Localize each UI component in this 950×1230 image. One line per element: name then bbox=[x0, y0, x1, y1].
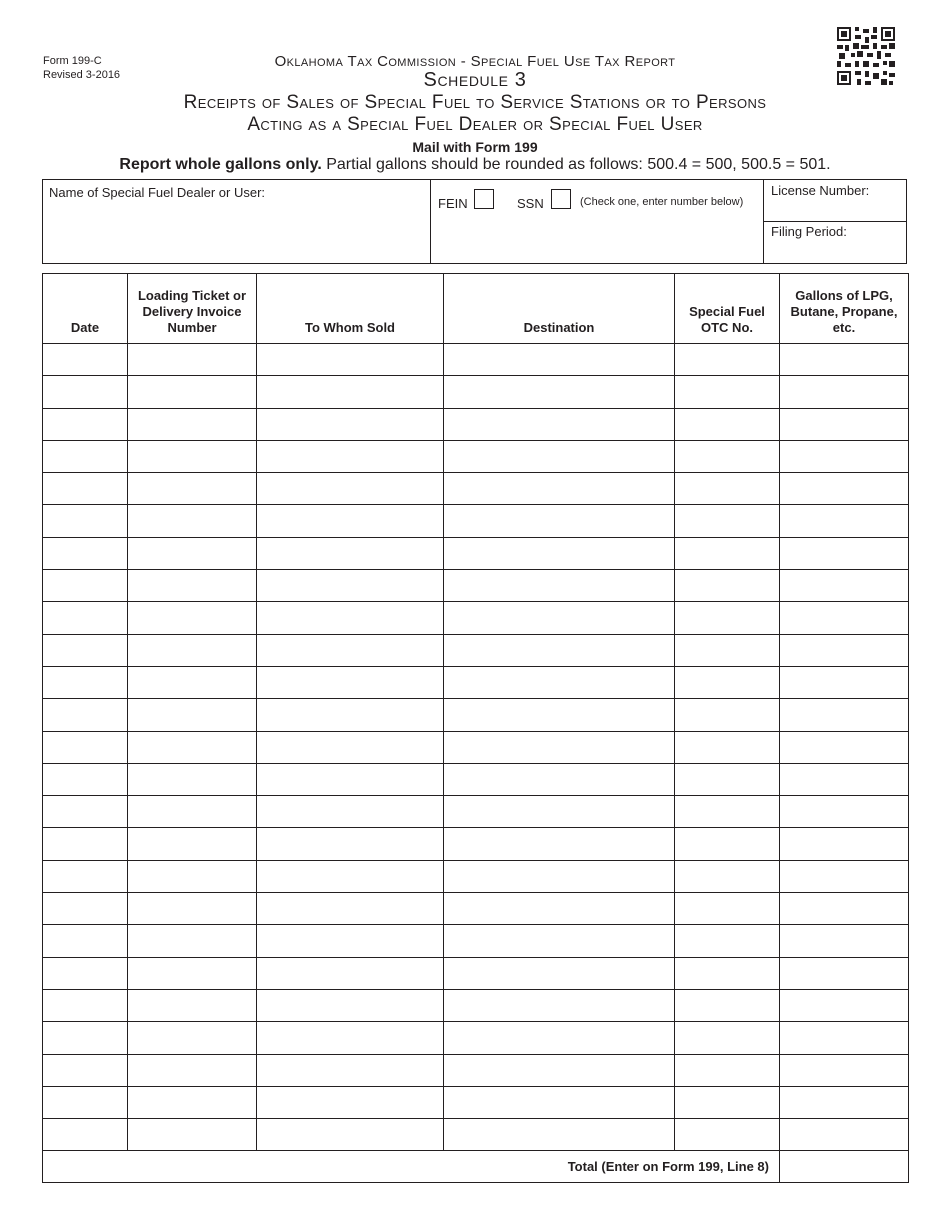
table-row bbox=[43, 505, 909, 537]
destination-cell[interactable] bbox=[444, 376, 675, 408]
otc-cell[interactable] bbox=[675, 1086, 780, 1118]
to-whom-cell[interactable] bbox=[257, 408, 444, 440]
table-row bbox=[43, 473, 909, 505]
otc-cell[interactable] bbox=[675, 376, 780, 408]
ticket-cell[interactable] bbox=[128, 634, 257, 666]
to-whom-cell[interactable] bbox=[257, 989, 444, 1021]
gallons-cell[interactable] bbox=[780, 440, 909, 472]
date-cell[interactable] bbox=[43, 1022, 128, 1054]
destination-cell[interactable] bbox=[444, 1054, 675, 1086]
date-cell[interactable] bbox=[43, 602, 128, 634]
date-cell[interactable] bbox=[43, 699, 128, 731]
gallons-cell[interactable] bbox=[780, 473, 909, 505]
destination-cell[interactable] bbox=[444, 893, 675, 925]
table-row bbox=[43, 1054, 909, 1086]
total-label: Total (Enter on Form 199, Line 8) bbox=[43, 1151, 780, 1183]
taxpayer-info-box bbox=[42, 179, 907, 264]
ticket-cell[interactable] bbox=[128, 1086, 257, 1118]
destination-cell[interactable] bbox=[444, 1086, 675, 1118]
ticket-cell[interactable] bbox=[128, 602, 257, 634]
gallons-cell[interactable] bbox=[780, 344, 909, 376]
ticket-cell[interactable] bbox=[128, 1119, 257, 1151]
destination-cell[interactable] bbox=[444, 666, 675, 698]
ticket-cell[interactable] bbox=[128, 796, 257, 828]
agency-title: Oklahoma Tax Commission - Special Fuel Use Tax Report bbox=[274, 53, 676, 70]
schedule-title: Schedule 3 bbox=[423, 69, 527, 91]
ticket-cell[interactable] bbox=[128, 344, 257, 376]
otc-cell[interactable] bbox=[675, 763, 780, 795]
gallons-cell[interactable] bbox=[780, 376, 909, 408]
to-whom-cell[interactable] bbox=[257, 731, 444, 763]
ticket-cell[interactable] bbox=[128, 570, 257, 602]
to-whom-cell[interactable] bbox=[257, 1022, 444, 1054]
destination-cell[interactable] bbox=[444, 699, 675, 731]
to-whom-cell[interactable] bbox=[257, 925, 444, 957]
gallons-cell[interactable] bbox=[780, 989, 909, 1021]
gallons-cell[interactable] bbox=[780, 1054, 909, 1086]
ticket-cell[interactable] bbox=[128, 376, 257, 408]
destination-cell[interactable] bbox=[444, 473, 675, 505]
destination-cell[interactable] bbox=[444, 796, 675, 828]
ticket-cell[interactable] bbox=[128, 989, 257, 1021]
otc-cell[interactable] bbox=[675, 570, 780, 602]
otc-cell[interactable] bbox=[675, 796, 780, 828]
destination-cell[interactable] bbox=[444, 731, 675, 763]
date-cell[interactable] bbox=[43, 763, 128, 795]
date-cell[interactable] bbox=[43, 860, 128, 892]
otc-cell[interactable] bbox=[675, 473, 780, 505]
form-title-line2: Acting as a Special Fuel Dealer or Special Fuel User bbox=[247, 114, 703, 135]
ticket-cell[interactable] bbox=[128, 763, 257, 795]
destination-cell[interactable] bbox=[444, 860, 675, 892]
table-row bbox=[43, 344, 909, 376]
otc-cell[interactable] bbox=[675, 1054, 780, 1086]
date-cell[interactable] bbox=[43, 925, 128, 957]
filing-period-label: Filing Period: bbox=[771, 224, 847, 239]
otc-cell[interactable] bbox=[675, 505, 780, 537]
destination-cell[interactable] bbox=[444, 344, 675, 376]
to-whom-cell[interactable] bbox=[257, 1054, 444, 1086]
destination-cell[interactable] bbox=[444, 925, 675, 957]
table-row bbox=[43, 731, 909, 763]
gallons-cell[interactable] bbox=[780, 925, 909, 957]
date-cell[interactable] bbox=[43, 570, 128, 602]
date-cell[interactable] bbox=[43, 634, 128, 666]
rounding-note-rest: Partial gallons should be rounded as follows: 500.4 = 500, 500.5 = 501. bbox=[321, 156, 831, 173]
destination-cell[interactable] bbox=[444, 537, 675, 569]
date-cell[interactable] bbox=[43, 957, 128, 989]
date-cell[interactable] bbox=[43, 473, 128, 505]
table-row bbox=[43, 634, 909, 666]
otc-cell[interactable] bbox=[675, 828, 780, 860]
to-whom-cell[interactable] bbox=[257, 376, 444, 408]
col-ticket: Loading Ticket or Delivery Invoice Number bbox=[128, 274, 257, 344]
date-cell[interactable] bbox=[43, 796, 128, 828]
destination-cell[interactable] bbox=[444, 505, 675, 537]
to-whom-cell[interactable] bbox=[257, 699, 444, 731]
to-whom-cell[interactable] bbox=[257, 828, 444, 860]
to-whom-cell[interactable] bbox=[257, 666, 444, 698]
table-row bbox=[43, 957, 909, 989]
form-number: Form 199-C bbox=[43, 55, 102, 67]
form-revised: Revised 3-2016 bbox=[43, 69, 121, 81]
ticket-cell[interactable] bbox=[128, 731, 257, 763]
ticket-cell[interactable] bbox=[128, 408, 257, 440]
ticket-cell[interactable] bbox=[128, 473, 257, 505]
table-row bbox=[43, 1119, 909, 1151]
to-whom-cell[interactable] bbox=[257, 1086, 444, 1118]
ticket-cell[interactable] bbox=[128, 505, 257, 537]
destination-cell[interactable] bbox=[444, 1119, 675, 1151]
gallons-cell[interactable] bbox=[780, 408, 909, 440]
otc-cell[interactable] bbox=[675, 537, 780, 569]
date-cell[interactable] bbox=[43, 537, 128, 569]
otc-cell[interactable] bbox=[675, 699, 780, 731]
table-row bbox=[43, 1086, 909, 1118]
ticket-cell[interactable] bbox=[128, 893, 257, 925]
destination-cell[interactable] bbox=[444, 440, 675, 472]
col-to-whom: To Whom Sold bbox=[257, 274, 444, 344]
date-cell[interactable] bbox=[43, 408, 128, 440]
date-cell[interactable] bbox=[43, 440, 128, 472]
to-whom-cell[interactable] bbox=[257, 570, 444, 602]
table-row bbox=[43, 699, 909, 731]
table-row bbox=[43, 860, 909, 892]
date-cell[interactable] bbox=[43, 731, 128, 763]
ticket-cell[interactable] bbox=[128, 537, 257, 569]
gallons-cell[interactable] bbox=[780, 537, 909, 569]
gallons-cell[interactable] bbox=[780, 828, 909, 860]
to-whom-cell[interactable] bbox=[257, 602, 444, 634]
otc-cell[interactable] bbox=[675, 1119, 780, 1151]
total-row bbox=[43, 1151, 909, 1183]
table-row bbox=[43, 925, 909, 957]
gallons-cell[interactable] bbox=[780, 731, 909, 763]
date-cell[interactable] bbox=[43, 1054, 128, 1086]
to-whom-cell[interactable] bbox=[257, 473, 444, 505]
to-whom-cell[interactable] bbox=[257, 634, 444, 666]
date-cell[interactable] bbox=[43, 828, 128, 860]
col-destination: Destination bbox=[444, 274, 675, 344]
ticket-cell[interactable] bbox=[128, 860, 257, 892]
table-header-row bbox=[43, 274, 909, 344]
fein-label: FEIN bbox=[438, 196, 468, 211]
gallons-cell[interactable] bbox=[780, 570, 909, 602]
total-gallons-cell[interactable] bbox=[780, 1151, 909, 1183]
table-row bbox=[43, 376, 909, 408]
destination-cell[interactable] bbox=[444, 408, 675, 440]
ticket-cell[interactable] bbox=[128, 957, 257, 989]
ticket-cell[interactable] bbox=[128, 925, 257, 957]
col-gallons: Gallons of LPG, Butane, Propane, etc. bbox=[780, 274, 909, 344]
destination-cell[interactable] bbox=[444, 634, 675, 666]
table-row bbox=[43, 602, 909, 634]
date-cell[interactable] bbox=[43, 376, 128, 408]
rounding-note bbox=[0, 156, 950, 174]
date-cell[interactable] bbox=[43, 344, 128, 376]
date-cell[interactable] bbox=[43, 505, 128, 537]
table-row bbox=[43, 666, 909, 698]
gallons-cell[interactable] bbox=[780, 957, 909, 989]
date-cell[interactable] bbox=[43, 1086, 128, 1118]
ssn-checkbox[interactable] bbox=[551, 189, 571, 209]
fein-checkbox[interactable] bbox=[474, 189, 494, 209]
gallons-cell[interactable] bbox=[780, 796, 909, 828]
gallons-cell[interactable] bbox=[780, 1022, 909, 1054]
ticket-cell[interactable] bbox=[128, 1054, 257, 1086]
table-row bbox=[43, 1022, 909, 1054]
otc-cell[interactable] bbox=[675, 989, 780, 1021]
to-whom-cell[interactable] bbox=[257, 505, 444, 537]
date-cell[interactable] bbox=[43, 893, 128, 925]
otc-cell[interactable] bbox=[675, 602, 780, 634]
to-whom-cell[interactable] bbox=[257, 1119, 444, 1151]
table-row bbox=[43, 893, 909, 925]
form-title bbox=[0, 92, 950, 136]
table-row bbox=[43, 989, 909, 1021]
table-row bbox=[43, 408, 909, 440]
gallons-cell[interactable] bbox=[780, 1119, 909, 1151]
dealer-name-label: Name of Special Fuel Dealer or User: bbox=[49, 185, 266, 200]
otc-cell[interactable] bbox=[675, 344, 780, 376]
form-title-line1: Receipts of Sales of Special Fuel to Service Stations or to Persons bbox=[183, 92, 767, 113]
to-whom-cell[interactable] bbox=[257, 344, 444, 376]
destination-cell[interactable] bbox=[444, 1022, 675, 1054]
mail-instruction: Mail with Form 199 bbox=[412, 139, 538, 155]
gallons-cell[interactable] bbox=[780, 505, 909, 537]
otc-cell[interactable] bbox=[675, 893, 780, 925]
ticket-cell[interactable] bbox=[128, 666, 257, 698]
ssn-label: SSN bbox=[517, 196, 544, 211]
gallons-cell[interactable] bbox=[780, 666, 909, 698]
to-whom-cell[interactable] bbox=[257, 537, 444, 569]
destination-cell[interactable] bbox=[444, 570, 675, 602]
otc-cell[interactable] bbox=[675, 957, 780, 989]
to-whom-cell[interactable] bbox=[257, 763, 444, 795]
date-cell[interactable] bbox=[43, 666, 128, 698]
gallons-cell[interactable] bbox=[780, 763, 909, 795]
destination-cell[interactable] bbox=[444, 763, 675, 795]
to-whom-cell[interactable] bbox=[257, 440, 444, 472]
destination-cell[interactable] bbox=[444, 602, 675, 634]
license-number-label: License Number: bbox=[771, 183, 870, 198]
gallons-cell[interactable] bbox=[780, 602, 909, 634]
gallons-cell[interactable] bbox=[780, 699, 909, 731]
date-cell[interactable] bbox=[43, 989, 128, 1021]
destination-cell[interactable] bbox=[444, 828, 675, 860]
otc-cell[interactable] bbox=[675, 1022, 780, 1054]
ticket-cell[interactable] bbox=[128, 1022, 257, 1054]
ticket-cell[interactable] bbox=[128, 828, 257, 860]
rounding-note-bold: Report whole gallons only. bbox=[119, 156, 322, 173]
otc-cell[interactable] bbox=[675, 666, 780, 698]
otc-cell[interactable] bbox=[675, 860, 780, 892]
otc-cell[interactable] bbox=[675, 634, 780, 666]
destination-cell[interactable] bbox=[444, 989, 675, 1021]
otc-cell[interactable] bbox=[675, 440, 780, 472]
col-otc: Special Fuel OTC No. bbox=[675, 274, 780, 344]
table-row bbox=[43, 763, 909, 795]
table-row bbox=[43, 440, 909, 472]
to-whom-cell[interactable] bbox=[257, 796, 444, 828]
receipts-table bbox=[42, 273, 909, 1183]
ticket-cell[interactable] bbox=[128, 440, 257, 472]
col-date: Date bbox=[43, 274, 128, 344]
otc-cell[interactable] bbox=[675, 731, 780, 763]
date-cell[interactable] bbox=[43, 1119, 128, 1151]
gallons-cell[interactable] bbox=[780, 634, 909, 666]
to-whom-cell[interactable] bbox=[257, 957, 444, 989]
ticket-cell[interactable] bbox=[128, 699, 257, 731]
otc-cell[interactable] bbox=[675, 925, 780, 957]
gallons-cell[interactable] bbox=[780, 1086, 909, 1118]
check-hint: (Check one, enter number below) bbox=[580, 196, 744, 208]
gallons-cell[interactable] bbox=[780, 860, 909, 892]
table-row bbox=[43, 828, 909, 860]
gallons-cell[interactable] bbox=[780, 893, 909, 925]
destination-cell[interactable] bbox=[444, 957, 675, 989]
table-row bbox=[43, 537, 909, 569]
table-row bbox=[43, 796, 909, 828]
otc-cell[interactable] bbox=[675, 408, 780, 440]
table-row bbox=[43, 570, 909, 602]
to-whom-cell[interactable] bbox=[257, 893, 444, 925]
to-whom-cell[interactable] bbox=[257, 860, 444, 892]
